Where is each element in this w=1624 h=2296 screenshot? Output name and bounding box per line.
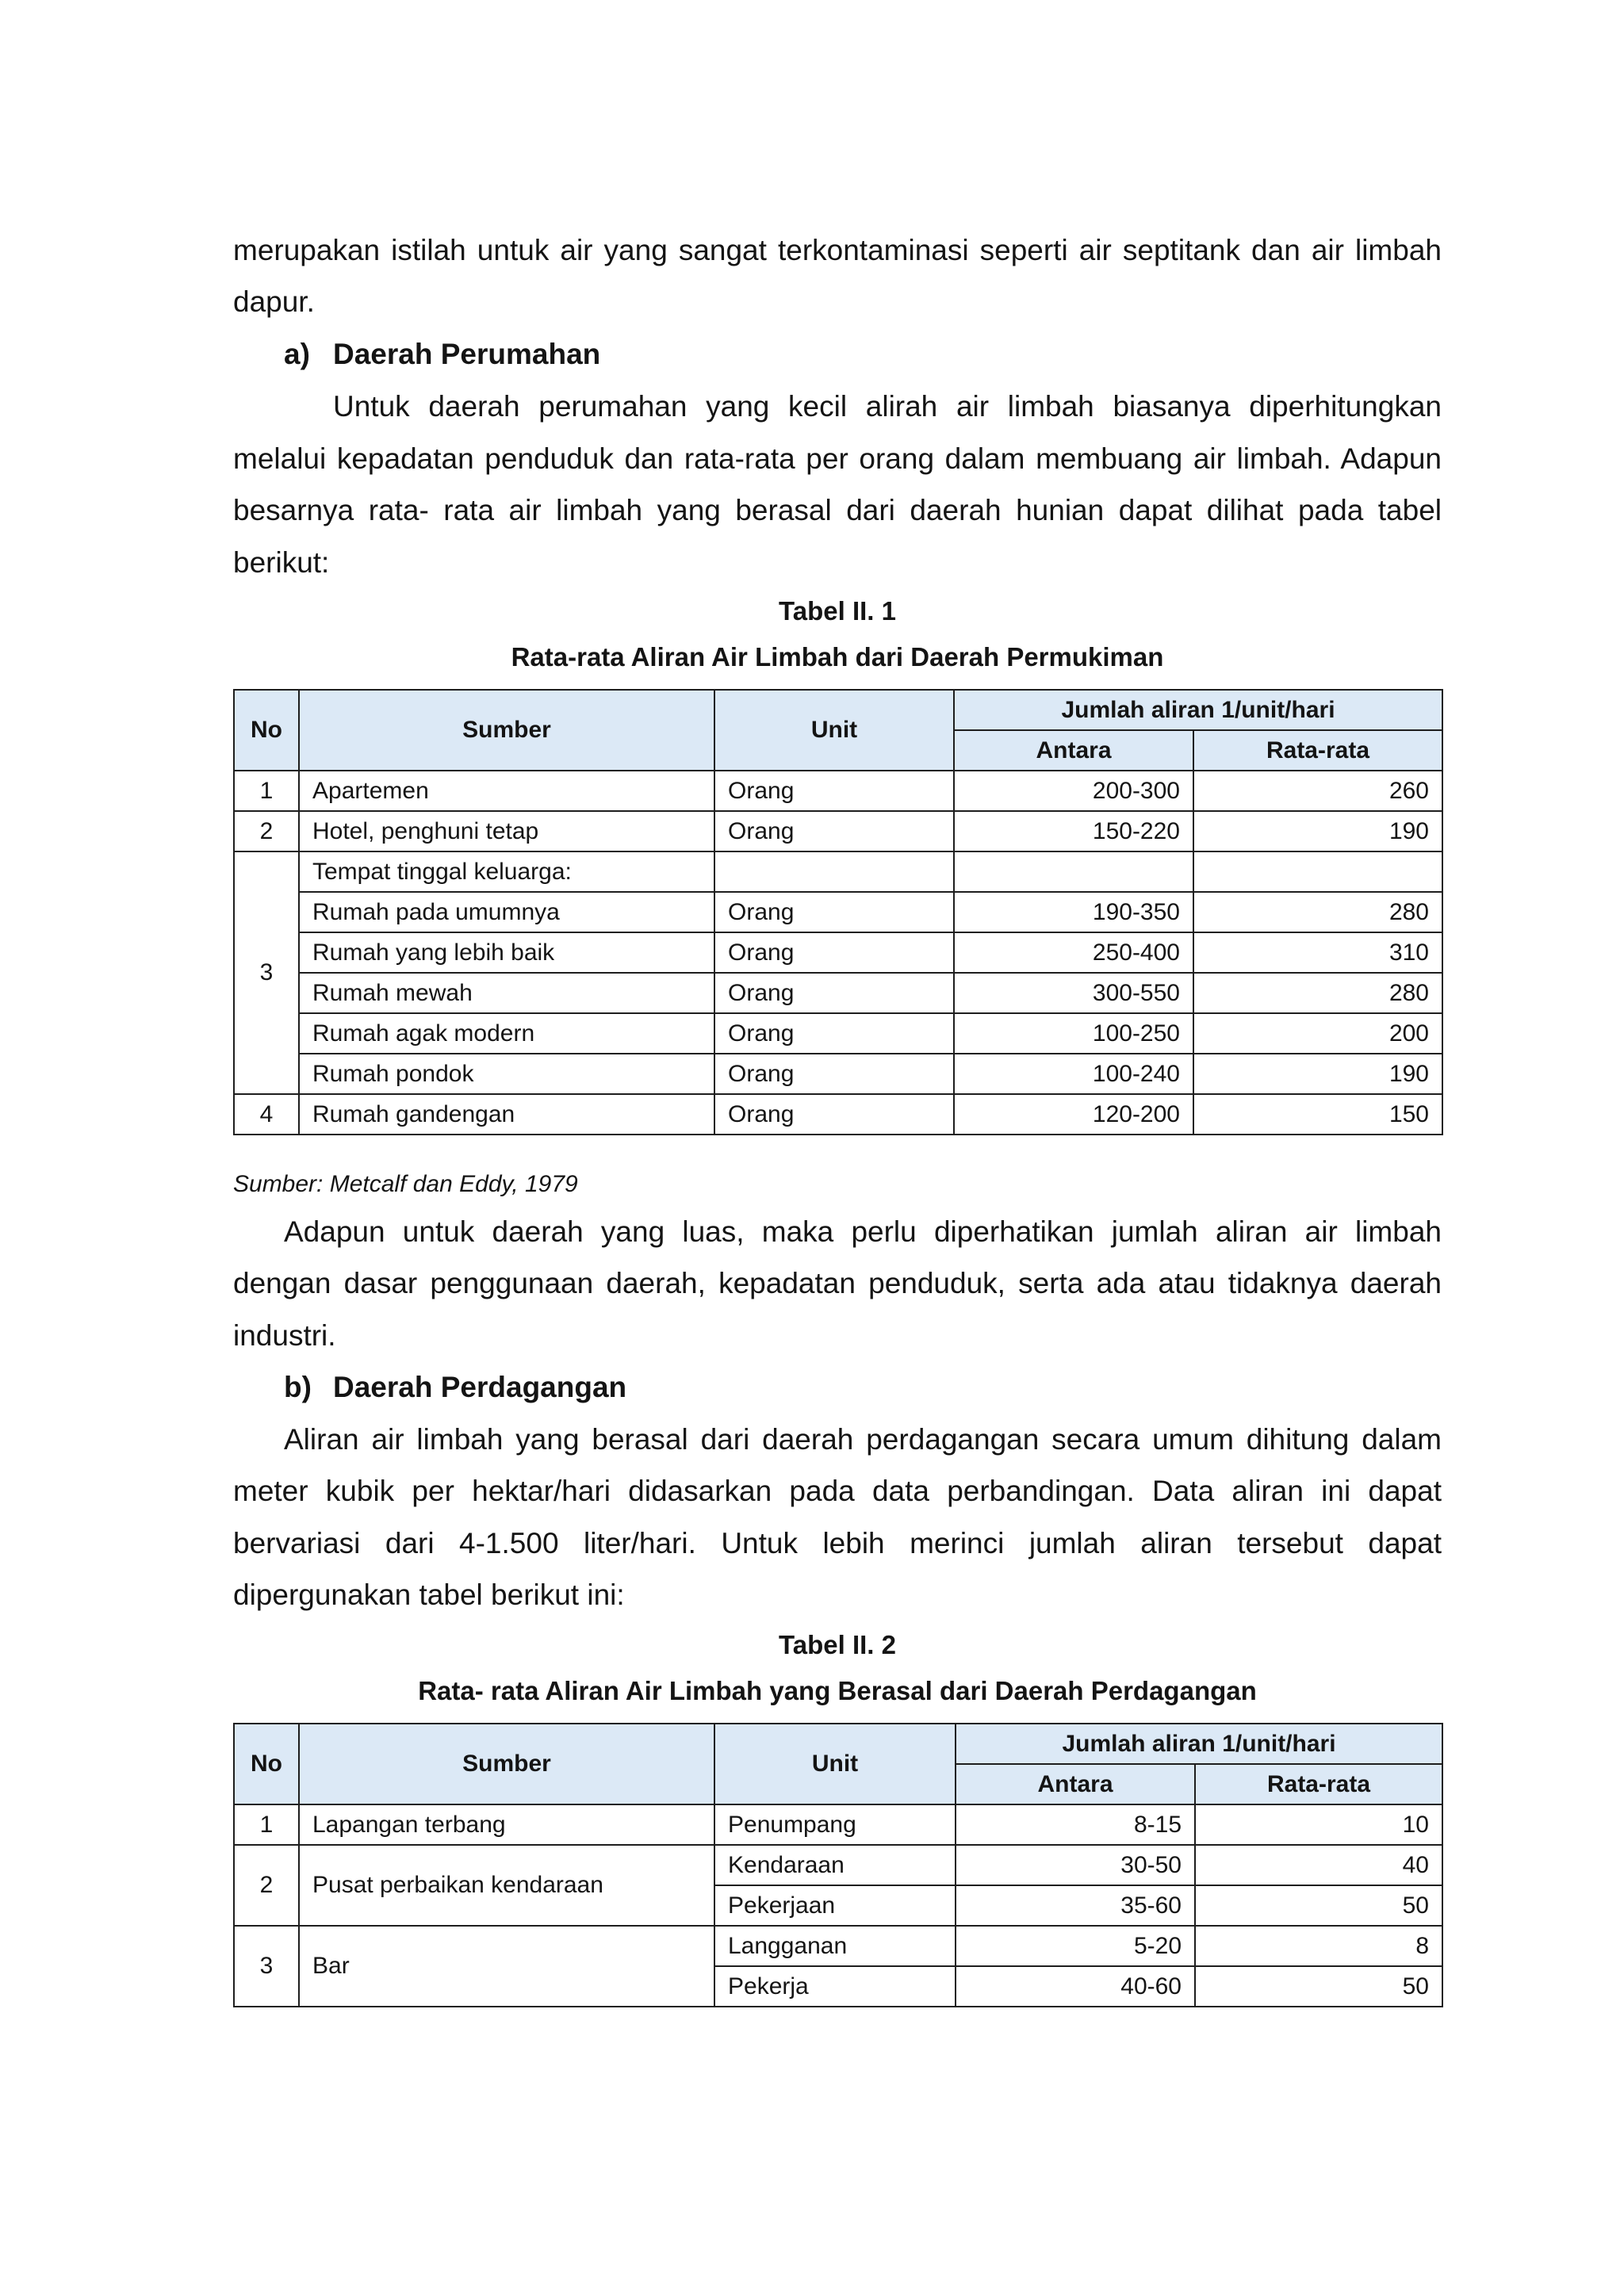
table-cell-rata: 10 bbox=[1195, 1804, 1442, 1845]
table-cell-empty bbox=[1193, 851, 1442, 892]
table2-title: Rata- rata Aliran Air Limbah yang Berasal dari Daerah Perdagangan bbox=[418, 1676, 1257, 1705]
section-a-para-line-1: Untuk daerah perumahan yang kecil alirah air limbah biasanya diperhitungkan bbox=[333, 390, 1442, 423]
table-cell-sumber: Rumah yang lebih baik bbox=[299, 932, 714, 973]
table-cell-unit: Orang bbox=[714, 973, 954, 1013]
table-row bbox=[234, 811, 1442, 851]
table-cell-antara: 190-350 bbox=[954, 892, 1193, 932]
table1-title: Rata-rata Aliran Air Limbah dari Daerah Permukiman bbox=[511, 642, 1164, 672]
table1-header-unit: Unit bbox=[714, 690, 954, 771]
table1-header-row-1 bbox=[234, 690, 1442, 730]
table-cell-antara: 5-20 bbox=[956, 1926, 1195, 1966]
table-cell-antara: 40-60 bbox=[956, 1966, 1195, 2007]
intro-line-1: merupakan istilah untuk air yang sangat terkontaminasi seperti air septitank dan air limbah bbox=[233, 234, 1442, 266]
table-cell-sumber-group: Tempat tinggal keluarga: bbox=[299, 851, 714, 892]
section-a-heading bbox=[284, 328, 600, 381]
table2-label: Tabel II. 2 bbox=[779, 1630, 896, 1659]
table-row bbox=[234, 1926, 1442, 1966]
table-cell-antara: 100-250 bbox=[954, 1013, 1193, 1054]
section-b-para-line-3: bervariasi dari 4-1.500 liter/hari. Untuk lebih merinci jumlah aliran tersebut dapat bbox=[233, 1527, 1442, 1559]
table-cell-unit: Pekerja bbox=[714, 1966, 956, 2007]
table-cell-rata: 280 bbox=[1193, 892, 1442, 932]
table-cell-antara: 120-200 bbox=[954, 1094, 1193, 1135]
table2-header-group: Jumlah aliran 1/unit/hari bbox=[956, 1724, 1442, 1764]
section-b-para-line-1: Aliran air limbah yang berasal dari daerah perdagangan secara umum dihitung dalam bbox=[284, 1423, 1442, 1456]
table-cell-unit: Penumpang bbox=[714, 1804, 956, 1845]
table-cell-unit: Orang bbox=[714, 892, 954, 932]
table-row bbox=[234, 892, 1442, 932]
table-cell-antara: 35-60 bbox=[956, 1885, 1195, 1926]
table-cell-no: 2 bbox=[234, 811, 299, 851]
table-cell-unit: Langganan bbox=[714, 1926, 956, 1966]
intro-line-2: dapur. bbox=[233, 285, 315, 318]
table2 bbox=[233, 1723, 1443, 2007]
table-row bbox=[234, 1094, 1442, 1135]
table-row bbox=[234, 1013, 1442, 1054]
section-b-para-line-2: meter kubik per hektar/hari didasarkan pada data perbandingan. Data aliran ini dapat bbox=[233, 1475, 1442, 1507]
section-a-para-line-3: besarnya rata- rata air limbah yang berasal dari daerah hunian dapat dilihat pada tabel bbox=[233, 494, 1442, 526]
wide-para-line-3: industri. bbox=[233, 1319, 336, 1352]
table-cell-sumber: Rumah agak modern bbox=[299, 1013, 714, 1054]
section-a-title: Daerah Perumahan bbox=[333, 338, 601, 370]
table1-label: Tabel II. 1 bbox=[779, 596, 896, 626]
table-row bbox=[234, 851, 1442, 892]
table-row bbox=[234, 1804, 1442, 1845]
table-row bbox=[234, 1054, 1442, 1094]
table-cell-no: 1 bbox=[234, 771, 299, 811]
section-b-heading bbox=[284, 1361, 626, 1414]
table-row bbox=[234, 1845, 1442, 1885]
section-b-title: Daerah Perdagangan bbox=[333, 1371, 627, 1403]
table-cell-rata: 260 bbox=[1193, 771, 1442, 811]
table1-header-no: No bbox=[234, 690, 299, 771]
section-b-para-line-4: dipergunakan tabel berikut ini: bbox=[233, 1578, 625, 1611]
table-cell-sumber: Rumah pondok bbox=[299, 1054, 714, 1094]
table-cell-unit: Pekerjaan bbox=[714, 1885, 956, 1926]
table-cell-unit: Orang bbox=[714, 771, 954, 811]
table-cell-antara: 30-50 bbox=[956, 1845, 1195, 1885]
table-row bbox=[234, 771, 1442, 811]
table2-header-no: No bbox=[234, 1724, 299, 1804]
table-cell-rata: 310 bbox=[1193, 932, 1442, 973]
table1-source: Sumber: Metcalf dan Eddy, 1979 bbox=[233, 1171, 578, 1197]
table1-header-group: Jumlah aliran 1/unit/hari bbox=[954, 690, 1442, 730]
table-cell-sumber: Pusat perbaikan kendaraan bbox=[299, 1845, 714, 1926]
table2-header-rata: Rata-rata bbox=[1195, 1764, 1442, 1804]
table-cell-empty bbox=[714, 851, 954, 892]
table-cell-rata: 40 bbox=[1195, 1845, 1442, 1885]
table-cell-rata: 50 bbox=[1195, 1966, 1442, 2007]
table-cell-antara: 8-15 bbox=[956, 1804, 1195, 1845]
table-cell-rata: 200 bbox=[1193, 1013, 1442, 1054]
table-cell-antara: 200-300 bbox=[954, 771, 1193, 811]
table-cell-empty bbox=[954, 851, 1193, 892]
table1-header-rata: Rata-rata bbox=[1193, 730, 1442, 771]
section-a-para-line-2: melalui kepadatan penduduk dan rata-rata per orang dalam membuang air limbah. Adapun bbox=[233, 442, 1442, 475]
table-cell-sumber: Rumah gandengan bbox=[299, 1094, 714, 1135]
table-cell-no: 3 bbox=[234, 1926, 299, 2007]
table-cell-rata: 50 bbox=[1195, 1885, 1442, 1926]
table-cell-rata: 8 bbox=[1195, 1926, 1442, 1966]
table-cell-sumber: Rumah mewah bbox=[299, 973, 714, 1013]
table-cell-rata: 190 bbox=[1193, 811, 1442, 851]
table-cell-no: 3 bbox=[234, 851, 299, 1094]
table-cell-unit: Orang bbox=[714, 932, 954, 973]
table2-header-row-1 bbox=[234, 1724, 1442, 1764]
section-a-para-line-4: berikut: bbox=[233, 546, 330, 579]
wide-para-line-2: dengan dasar penggunaan daerah, kepadatan penduduk, serta ada atau tidaknya daerah bbox=[233, 1267, 1442, 1299]
section-b-marker: b) bbox=[284, 1371, 312, 1403]
table-cell-antara: 150-220 bbox=[954, 811, 1193, 851]
wide-para-line-1: Adapun untuk daerah yang luas, maka perlu diperhatikan jumlah aliran air limbah bbox=[284, 1215, 1442, 1248]
table-cell-sumber: Rumah pada umumnya bbox=[299, 892, 714, 932]
table1-header-sumber: Sumber bbox=[299, 690, 714, 771]
table-cell-sumber: Hotel, penghuni tetap bbox=[299, 811, 714, 851]
table-cell-rata: 280 bbox=[1193, 973, 1442, 1013]
section-a-marker: a) bbox=[284, 338, 310, 370]
table2-header-sumber: Sumber bbox=[299, 1724, 714, 1804]
table-cell-sumber: Lapangan terbang bbox=[299, 1804, 714, 1845]
table1-header-antara: Antara bbox=[954, 730, 1193, 771]
table-cell-unit: Kendaraan bbox=[714, 1845, 956, 1885]
table-cell-sumber: Apartemen bbox=[299, 771, 714, 811]
table-row bbox=[234, 973, 1442, 1013]
table1 bbox=[233, 689, 1443, 1135]
table-cell-no: 4 bbox=[234, 1094, 299, 1135]
table-cell-sumber: Bar bbox=[299, 1926, 714, 2007]
table2-header-unit: Unit bbox=[714, 1724, 956, 1804]
table-cell-rata: 150 bbox=[1193, 1094, 1442, 1135]
table-cell-unit: Orang bbox=[714, 1054, 954, 1094]
table-cell-antara: 100-240 bbox=[954, 1054, 1193, 1094]
table-cell-antara: 250-400 bbox=[954, 932, 1193, 973]
table-cell-rata: 190 bbox=[1193, 1054, 1442, 1094]
table-cell-unit: Orang bbox=[714, 811, 954, 851]
table-cell-no: 1 bbox=[234, 1804, 299, 1845]
table-cell-no: 2 bbox=[234, 1845, 299, 1926]
table-cell-unit: Orang bbox=[714, 1013, 954, 1054]
table2-header-antara: Antara bbox=[956, 1764, 1195, 1804]
table-cell-unit: Orang bbox=[714, 1094, 954, 1135]
table-cell-antara: 300-550 bbox=[954, 973, 1193, 1013]
table-row bbox=[234, 932, 1442, 973]
